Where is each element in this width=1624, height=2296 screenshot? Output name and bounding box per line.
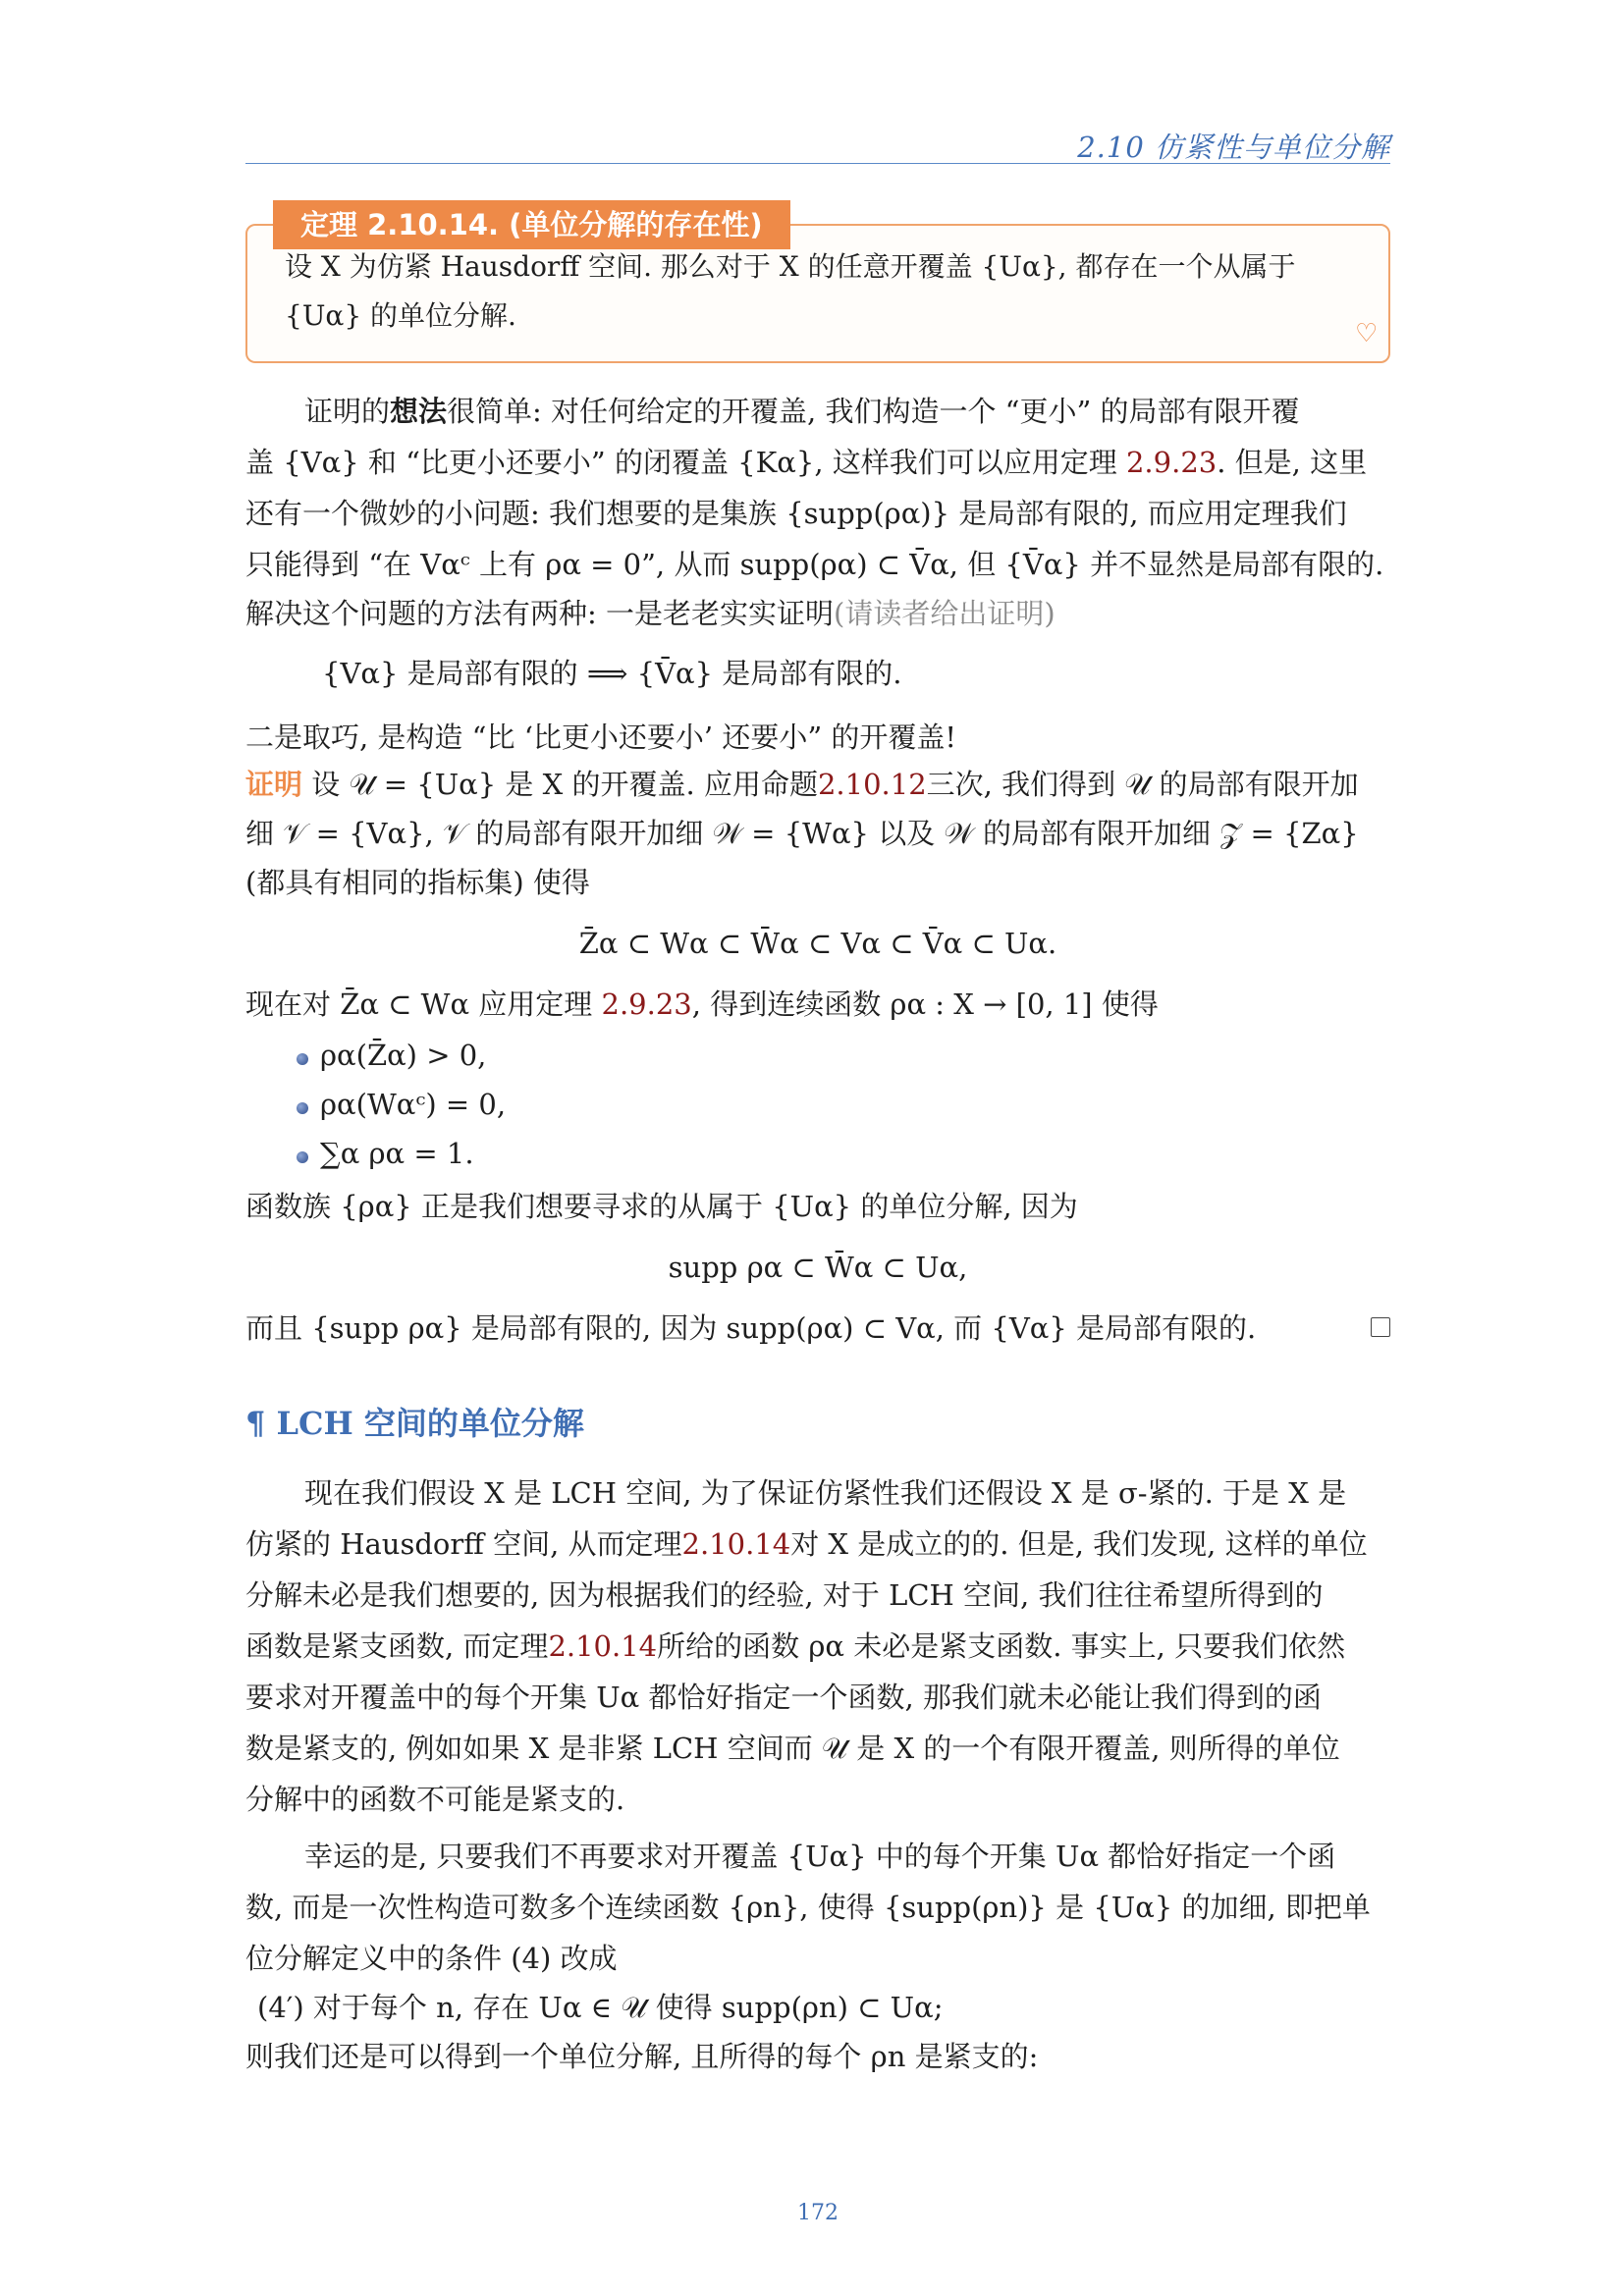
emphasis: 想法	[390, 395, 448, 428]
paragraph-line	[245, 442, 1367, 483]
proof-line: (都具有相同的指标集) 使得	[245, 866, 590, 899]
text: , 得到连续函数 ρα : X → [0, 1] 使得	[691, 988, 1159, 1021]
theorem-title: 定理 2.10.14. (单位分解的存在性)	[273, 200, 790, 249]
text: 函数是紧支函数, 而定理	[245, 1629, 549, 1663]
theorem-ref-link[interactable]: 2.10.14	[548, 1629, 658, 1663]
reader-exercise-note: (请读者给出证明)	[834, 597, 1056, 630]
paragraph-line	[304, 391, 1300, 432]
paragraph-line: 只能得到 “在 Vαᶜ 上有 ρα = 0”, 从而 supp(ρα) ⊂ V̄α, 但 {V̄α} 并不显然是局部有限的.	[245, 548, 1384, 581]
proof-line	[245, 764, 1359, 805]
paragraph-line: 要求对开覆盖中的每个开集 Uα 都恰好指定一个函数, 那我们就未必能让我们得到的函	[245, 1681, 1322, 1714]
heart-icon: ♡	[1355, 319, 1379, 348]
theorem-ref-link[interactable]: 2.9.23	[601, 988, 692, 1021]
paragraph-line: 则我们还是可以得到一个单位分解, 且所得的每个 ρn 是紧支的:	[245, 2040, 1039, 2073]
proof-label: 证明	[245, 768, 303, 801]
section-heading: ¶ LCH 空间的单位分解	[245, 1405, 584, 1442]
list-item: ρα(Z̄α) > 0,	[320, 1039, 487, 1072]
header-rule	[245, 163, 1390, 164]
theorem-statement-line: 设 X 为仿紧 Hausdorff 空间. 那么对于 X 的任意开覆盖 {Uα}, 都存在一个从属于	[285, 250, 1296, 283]
text: 现在对 Z̄α ⊂ Wα 应用定理	[245, 988, 602, 1021]
text: 仿紧的 Hausdorff 空间, 从而定理	[245, 1527, 682, 1561]
text: 证明的	[304, 395, 391, 428]
qed-icon	[1371, 1317, 1390, 1337]
bullet-icon	[297, 1102, 308, 1114]
proof-line: 函数族 {ρα} 正是我们想要寻求的从属于 {Uα} 的单位分解, 因为	[245, 1190, 1078, 1223]
proof-line	[245, 984, 1159, 1025]
theorem-ref-link[interactable]: 2.9.23	[1125, 446, 1218, 479]
proof-line: 而且 {supp ρα} 是局部有限的, 因为 supp(ρα) ⊂ Vα, 而 {Vα} 是局部有限的.	[245, 1311, 1257, 1345]
text: . 但是, 这里	[1217, 446, 1368, 479]
paragraph-line: 数, 而是一次性构造可数多个连续函数 {ρn}, 使得 {supp(ρn)} 是 {Uα} 的加细, 即把单	[245, 1891, 1371, 1924]
paragraph-line: 现在我们假设 X 是 LCH 空间, 为了保证仿紧性我们还假设 X 是 σ-紧的. 于是 X 是	[304, 1476, 1347, 1510]
text: 三次, 我们得到 𝒰 的局部有限开加	[926, 768, 1359, 801]
text: 很简单: 对任何给定的开覆盖, 我们构造一个 “更小” 的局部有限开覆	[447, 395, 1300, 428]
implication-line: {Vα} 是局部有限的 ⟹ {V̄α} 是局部有限的.	[322, 657, 902, 690]
paragraph-line: 还有一个微妙的小问题: 我们想要的是集族 {supp(ρα)} 是局部有限的, 而应用定理我们	[245, 497, 1347, 530]
paragraph-line	[245, 593, 1056, 634]
text: 解决这个问题的方法有两种: 一是老老实实证明	[245, 597, 834, 630]
text: 所给的函数 ρα 未必是紧支函数. 事实上, 只要我们依然	[657, 1629, 1346, 1663]
paragraph-line: 分解未必是我们想要的, 因为根据我们的经验, 对于 LCH 空间, 我们往往希望所得到的	[245, 1578, 1324, 1612]
theorem-ref-link[interactable]: 2.10.14	[681, 1527, 791, 1561]
display-equation: Z̄α ⊂ Wα ⊂ W̄α ⊂ Vα ⊂ V̄α ⊂ Uα.	[578, 927, 1057, 960]
bullet-icon	[297, 1151, 308, 1163]
paragraph-line: 二是取巧, 是构造 “比 ‘比更小还要小’ 还要小” 的开覆盖!	[245, 721, 957, 754]
paragraph-line: 幸运的是, 只要我们不再要求对开覆盖 {Uα} 中的每个开集 Uα 都恰好指定一个函	[304, 1840, 1336, 1873]
list-item: ∑α ρα = 1.	[320, 1137, 474, 1170]
theorem-statement-line: {Uα} 的单位分解.	[285, 299, 516, 332]
paragraph-line: 数是紧支的, 例如如果 X 是非紧 LCH 空间而 𝒰 是 X 的一个有限开覆盖, 则所得的单位	[245, 1732, 1340, 1765]
condition-line: (4′) 对于每个 n, 存在 Uα ∈ 𝒰 使得 supp(ρn) ⊂ Uα;	[257, 1991, 944, 2024]
text: 对 X 是成立的的. 但是, 我们发现, 这样的单位	[790, 1527, 1368, 1561]
running-head: 2.10 仿紧性与单位分解	[1077, 131, 1390, 164]
proof-line: 细 𝒱 = {Vα}, 𝒱 的局部有限开加细 𝒲 = {Wα} 以及 𝒲 的局部有限开加细 𝒵 = {Zα}	[245, 817, 1359, 850]
text: 设 𝒰 = {Uα} 是 X 的开覆盖. 应用命题	[302, 768, 818, 801]
bullet-icon	[297, 1053, 308, 1065]
display-equation: supp ρα ⊂ W̄α ⊂ Uα,	[668, 1251, 968, 1284]
page-number: 172	[797, 2201, 839, 2225]
paragraph-line	[245, 1626, 1345, 1667]
text: 盖 {Vα} 和 “比更小还要小” 的闭覆盖 {Kα}, 这样我们可以应用定理	[245, 446, 1126, 479]
proposition-ref-link[interactable]: 2.10.12	[817, 768, 927, 801]
paragraph-line: 位分解定义中的条件 (4) 改成	[245, 1942, 618, 1975]
paragraph-line: 分解中的函数不可能是紧支的.	[245, 1783, 625, 1816]
list-item: ρα(Wαᶜ) = 0,	[320, 1088, 507, 1121]
paragraph-line	[245, 1523, 1368, 1565]
